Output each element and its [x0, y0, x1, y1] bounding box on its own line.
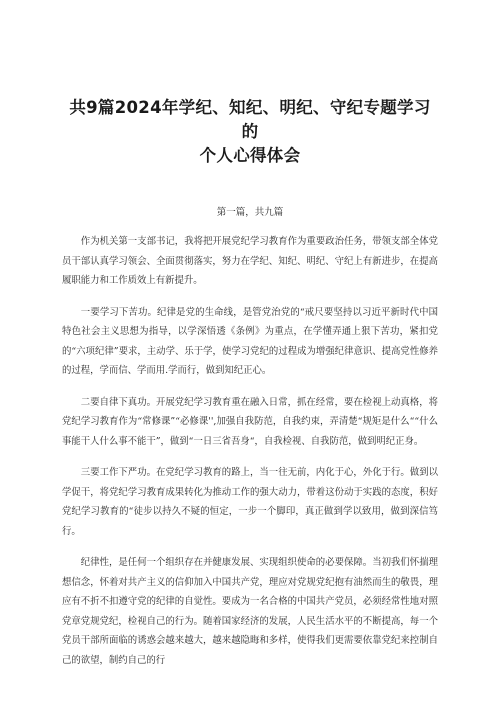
paragraph-intro: 作为机关第一支部书记，我将把开展党纪学习教育作为重要政治任务，带领支部全体党员干部认真学习领会、全面贯彻落实，努力在学纪、知纪、明纪、守纪上有新进步，在提高履职能力和工作质效上有新提升。 [62, 236, 438, 286]
paragraph-discipline: 纪律性，是任何一个组织存在并健康发展、实现组织使命的必要保障。当初我们怀揣理想信念，怀着对共产主义的信仰加入中国共产党，理应对党规党纪抱有油然而生的敬畏，理应有不折不扣遵守党的纪律的自觉性。要成为一名合格的中国共产党员，必须经常性地对照党章党规党纪，检视自己的行为。随着国家经济的发展，人民生活水平的不断提高，每一个党员干部所面临的诱惑会越来越大，越来越隐晦和多样，使得我们更需要依靠党纪来控制自己的欲望，制约自己的行 [62, 557, 438, 666]
document-title [62, 96, 438, 168]
title-line-2: 个人心得体会 [199, 146, 301, 165]
paragraph-study: 一要学习下苦功。纪律是党的生命线，是管党治党的“戒尺要坚持以习近平新时代中国特色社会主义思想为指导，以学深悟透《条例》为重点，在学懂弄通上狠下苦功，紧扣党的“六项纪律”要求，主动学、乐于学，使学习党纪的过程成为增强纪律意识、提高党性修养的过程，学而信、学而用.学而行，做到知纪正心。 [62, 306, 438, 376]
paragraph-self-discipline: 二要自律下真功。开展党纪学习教育重在融入日常，抓在经常，要在检视上动真格，将党纪学习教育作为“常修课”“必修课'',加强自我防范，自我约束，弄清楚“规矩是什么““什么事能干人什么事不能干”，做到“一日三省吾身“，自我检视、自我防范，做到明纪正身。 [62, 396, 438, 447]
section-subtitle: 第一篇，共九篇 [216, 207, 284, 218]
paragraph-work: 三要工作下严功。在党纪学习教育的路上，当一往无前，内化于心，外化于行。做到以学促干，将党纪学习教育成果转化为推动工作的强大动力，带着这份动于实践的态度，积好党纪学习教育的“徒步以持久不疑的恒定，一步一个脚印，真正做到学以致用，做到深信笃行。 [62, 467, 438, 537]
title-line-1: 共9篇2024年学纪、知纪、明纪、守纪专题学习的 [69, 98, 431, 141]
